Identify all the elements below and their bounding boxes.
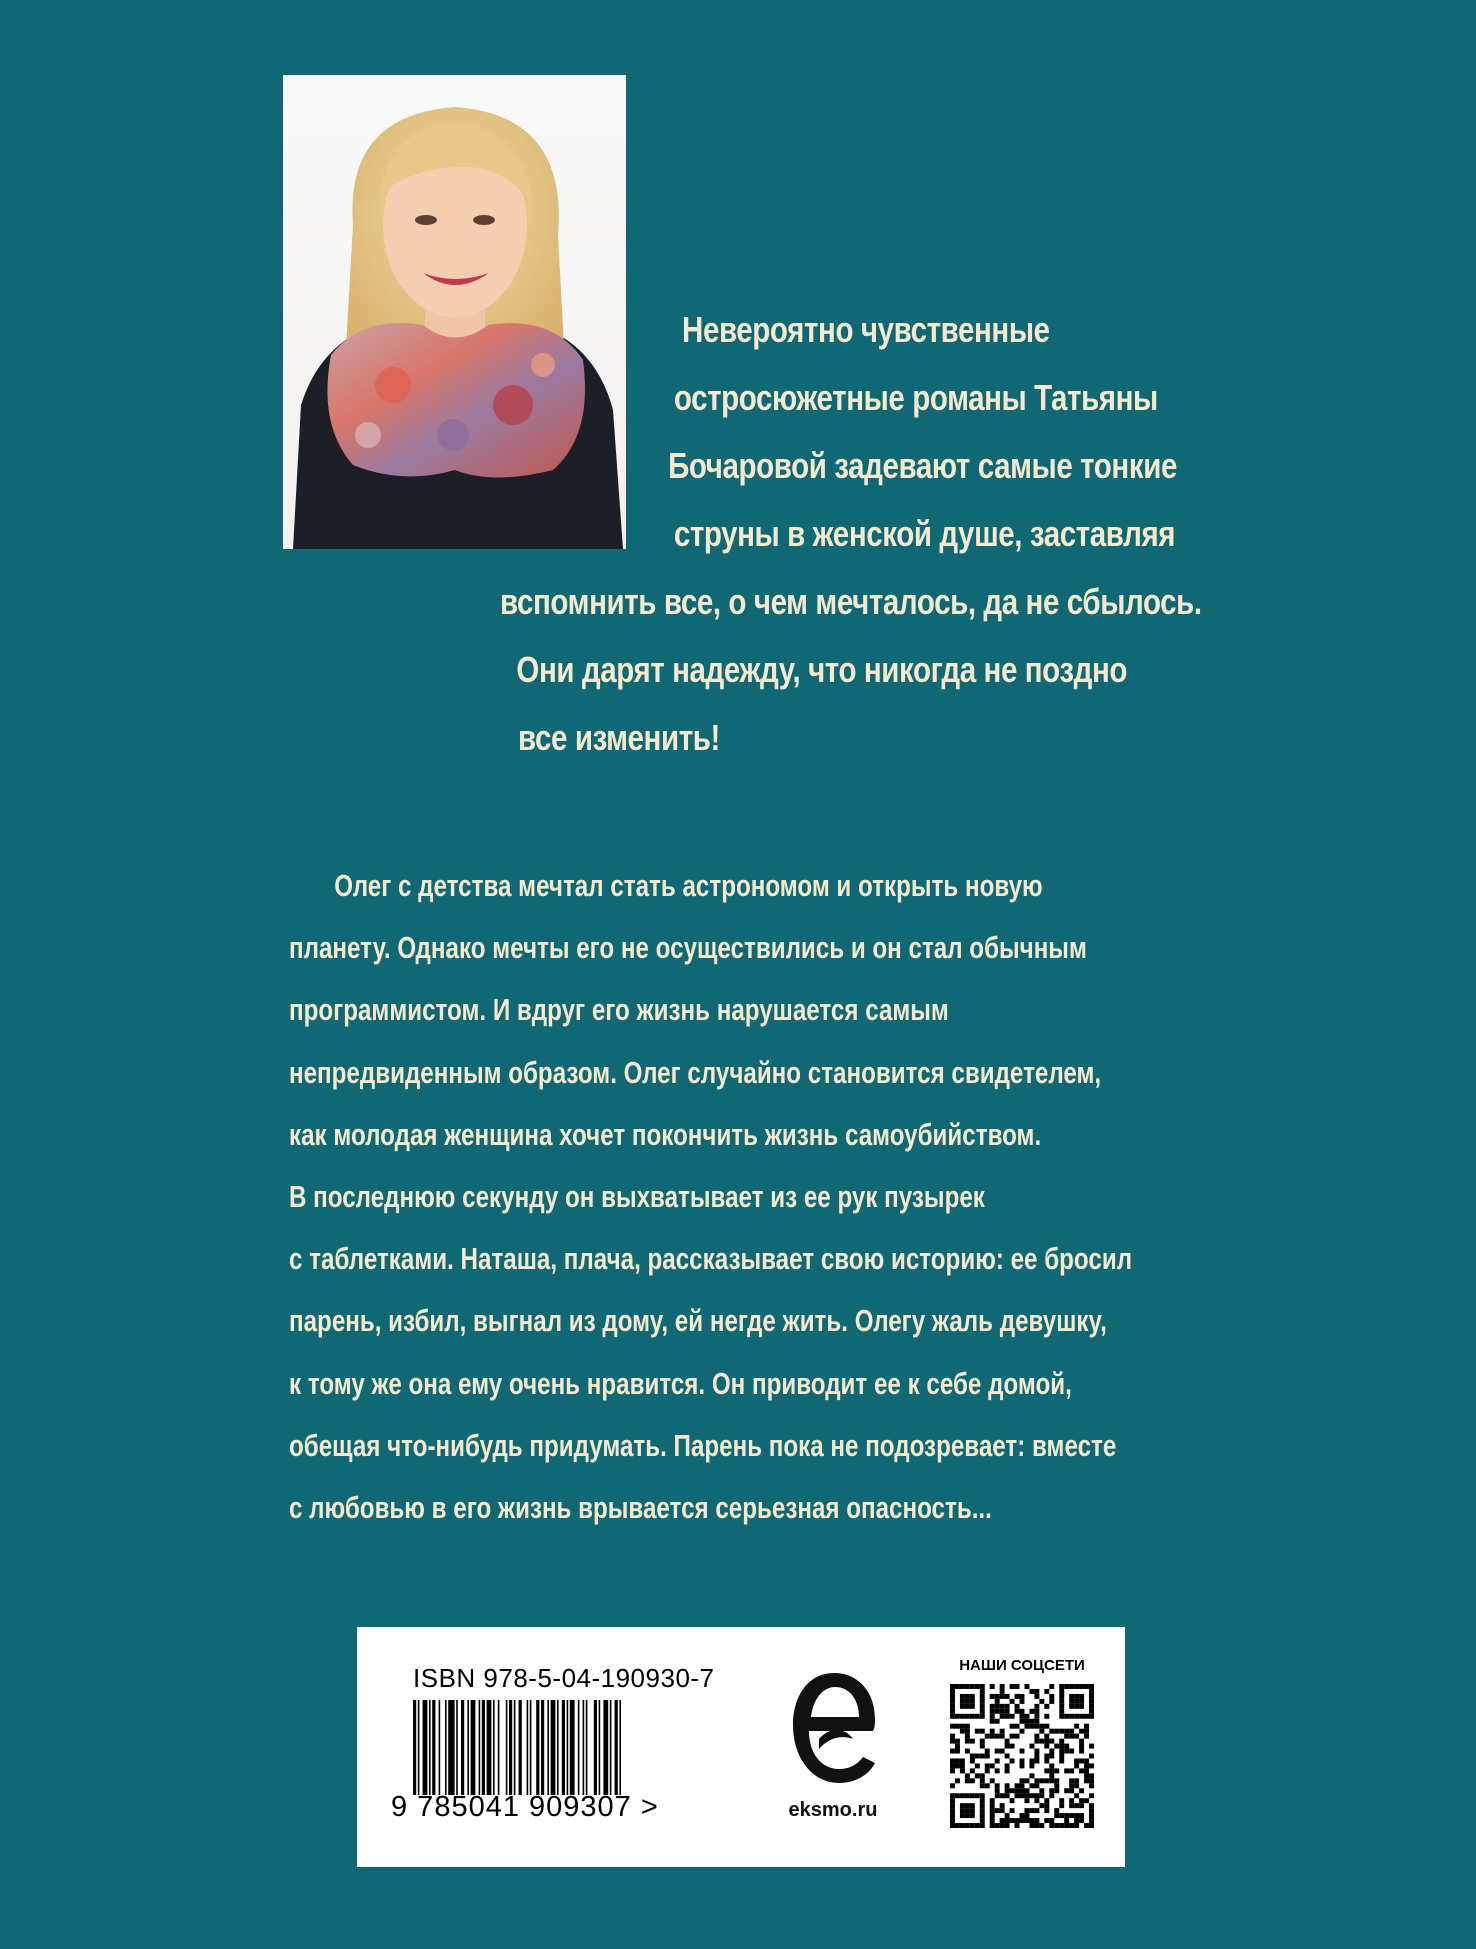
blurb-line: Невероятно чувственные [682, 309, 1050, 350]
blurb-line: остросюжетные романы Татьяны [673, 377, 1158, 418]
synopsis-line: В последнюю секунду он выхватывает из ее рук пузырек [289, 1179, 985, 1215]
synopsis-line: парень, избил, выгнал из дому, ей негде жить. Олегу жаль девушку, [289, 1303, 1107, 1339]
synopsis-line: Олег с детства мечтал стать астрономом и открыть новую [334, 868, 1043, 903]
blurb-line: все изменить! [518, 717, 720, 758]
social-title: НАШИ СОЦСЕТИ [959, 1657, 1085, 1674]
blurb-line: струны в женской душе, заставляя [673, 513, 1176, 554]
barcode-panel [357, 1627, 1125, 1867]
synopsis-line: обещая что-нибудь придумать. Парень пока не подозревает: вместе [289, 1427, 1117, 1463]
blurb-line: Бочаровой задевают самые тонкие [668, 445, 1177, 486]
eksmo-logo-icon [789, 1669, 879, 1789]
ean-digits: 9 785041 909307 > [391, 1791, 659, 1823]
synopsis-line: с таблетками. Наташа, плача, рассказывает свою историю: ее бросил [289, 1241, 1133, 1277]
synopsis-line: планету. Однако мечты его не осуществились и он стал обычным [289, 930, 1087, 966]
author-blurb [500, 296, 1202, 772]
barcode-icon [413, 1700, 713, 1795]
isbn-text: ISBN 978-5-04-190930-7 [413, 1663, 715, 1693]
synopsis-line: как молодая женщина хочет покончить жизнь самоубийством. [289, 1116, 1042, 1152]
qr-code-icon [950, 1684, 1094, 1828]
synopsis-line: непредвиденным образом. Олег случайно становится свидетелем, [289, 1054, 1102, 1090]
synopsis-line: к тому же она ему очень нравится. Он приводит ее к себе домой, [289, 1365, 1072, 1401]
publisher-site: eksmo.ru [788, 1799, 878, 1821]
synopsis-line: с любовью в его жизнь врывается серьезная опасность... [289, 1490, 992, 1526]
blurb-line: вспомнить все, о чем мечталось, да не сбылось. [500, 581, 1202, 622]
blurb-line: Они дарят надежду, что никогда не поздно [516, 649, 1128, 690]
book-synopsis [289, 855, 1147, 1539]
synopsis-line: программистом. И вдруг его жизнь нарушается самым [289, 992, 949, 1028]
